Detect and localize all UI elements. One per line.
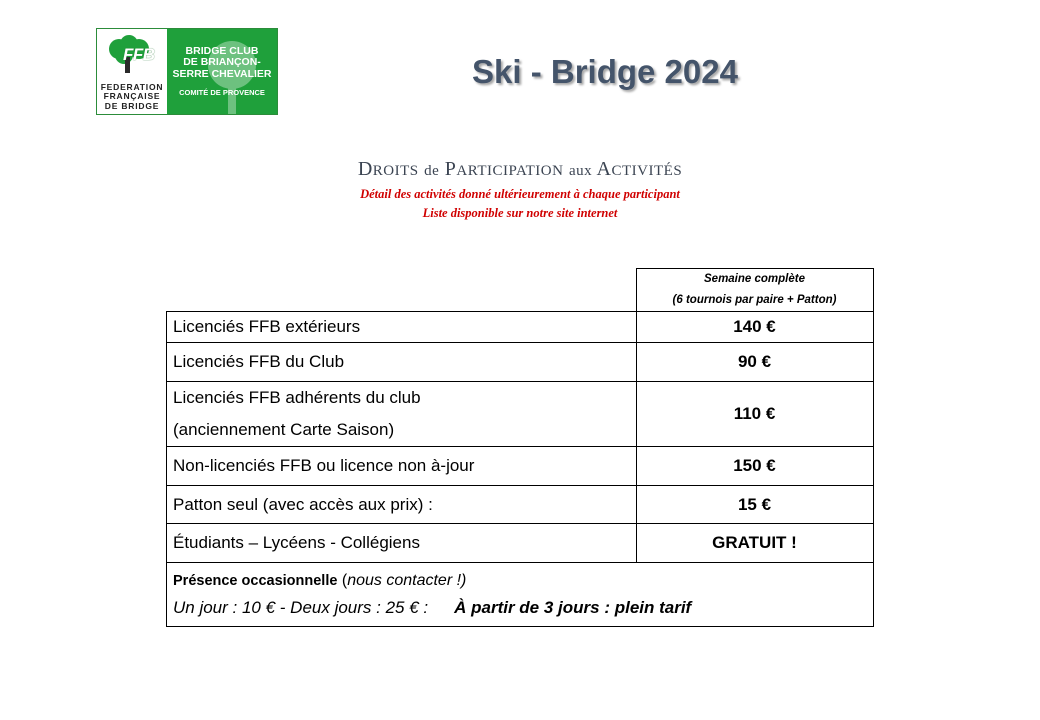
table-header-row [167, 269, 874, 312]
table-row [167, 343, 874, 382]
row-price: GRATUIT ! [636, 524, 873, 563]
federation-text: FEDERATION FRANÇAISE DE BRIDGE [100, 81, 164, 111]
occasional-cell [167, 563, 874, 627]
website-note: Liste disponible sur notre site internet [422, 206, 618, 220]
occasional-detail-line: Un jour : 10 € - Deux jours : 25 € : À partir de 3 jours : plein tarif [173, 597, 692, 617]
activities-note: Détail des activités donné ultérieurement à chaque participant [360, 187, 680, 201]
table-row [167, 312, 874, 343]
row-price: 15 € [636, 486, 873, 524]
table-row [167, 447, 874, 486]
row-label: Licenciés FFB du Club [167, 343, 637, 382]
ffb-logo [97, 29, 167, 114]
row-label: Patton seul (avec accès aux prix) : [167, 486, 637, 524]
price-table [166, 268, 874, 627]
empty-cell [167, 269, 637, 312]
section-heading: DROITS de PARTICIPATION aux ACTIVITÉS [357, 158, 683, 180]
occasional-row [167, 563, 874, 627]
ffb-club-logo [96, 28, 278, 115]
row-label: Licenciés FFB extérieurs [167, 312, 637, 343]
ffb-wordmark: FFB [123, 45, 155, 64]
row-label: Non-licenciés FFB ou licence non à-jour [167, 447, 637, 486]
table-row [167, 486, 874, 524]
table-row [167, 382, 874, 447]
occasional-title-line: Présence occasionnelle (nous contacter !) [173, 571, 467, 589]
row-price: 150 € [636, 447, 873, 486]
row-price: 90 € [636, 343, 873, 382]
row-price: 110 € [636, 382, 873, 447]
club-name-line: DE BRIANÇON- [183, 56, 261, 69]
row-label: Étudiants – Lycéens - Collégiens [167, 524, 637, 563]
table-row [167, 524, 874, 563]
club-banner [167, 29, 277, 114]
row-label: Licenciés FFB adhérents du club (anciennement Carte Saison) [167, 382, 637, 447]
comite-text: COMITÉ DE PROVENCE [179, 88, 265, 98]
row-price: 140 € [636, 312, 873, 343]
page-title: Ski - Bridge 2024 [472, 53, 738, 90]
club-name-line: SERRE CHEVALIER [172, 67, 272, 80]
club-name-line: BRIDGE CLUB [185, 44, 259, 57]
column-header: Semaine complète (6 tournois par paire + Patton) [636, 269, 873, 312]
